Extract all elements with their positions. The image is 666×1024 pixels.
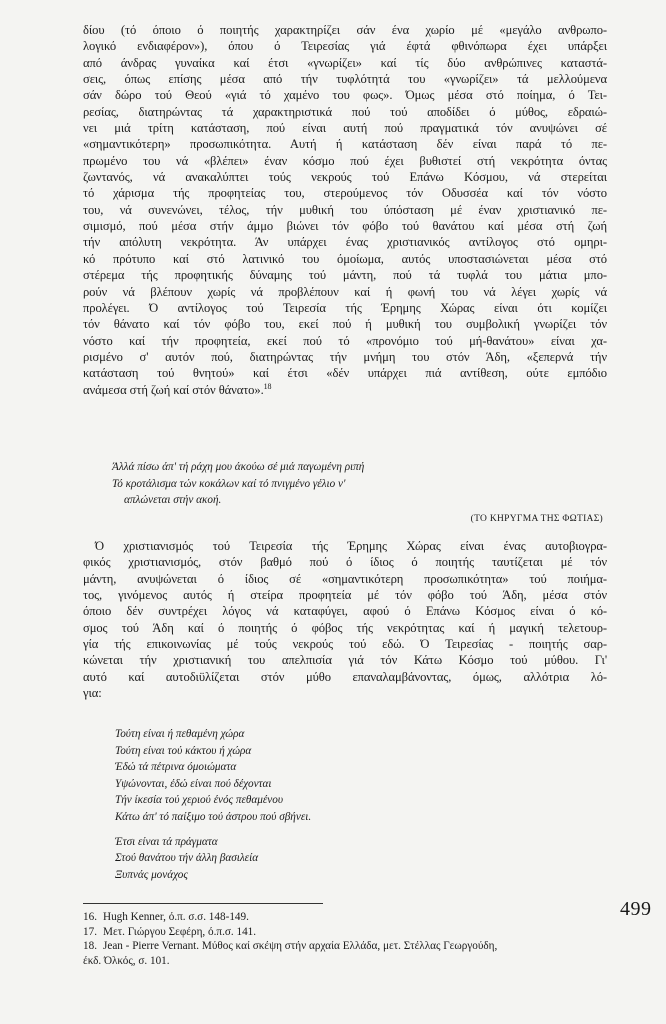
footnote-text: έκδ. Όλκός, σ. 101.	[83, 954, 170, 967]
poem-line: Στού θανάτου τήν άλλη βασιλεία	[115, 852, 259, 865]
poem-line: Ξυπνάς μονάχος	[115, 868, 188, 881]
text-line: σμος τού Άδη καί ό ποιητής ό φόβος τής νεκρότητας καί ή μαγική τελετουρ-	[83, 620, 607, 635]
footnote-number: 16.	[83, 911, 97, 923]
poem-source: (ΤΟ ΚΗΡΥΓΜΑ ΤΗΣ ΦΩΤΙΑΣ)	[470, 514, 603, 524]
text-line: γία τής επικοινωνίας μέ τούς νεκρούς τού εδώ. Ό Τειρεσίας - ποιητής σαρ-	[83, 637, 607, 652]
text-line: τόν θάνατο καί τόν φόβο του, εκεί πού ή μυθική του συμβολική γνωρίζει τόν	[83, 317, 607, 332]
text-line: τήν απόλυτη νεκρότητα. Άν υπάρχει ένας χριστιανικός αντίλογος στό ομηρι-	[83, 235, 607, 250]
poem-line: Τό κροτάλισμα τών κοκάλων καί τό πνιγμένο γέλιο ν'	[112, 477, 346, 490]
footnote-rule	[83, 903, 323, 904]
footnote-reference: 18	[263, 381, 272, 391]
footnote	[83, 954, 607, 969]
text-line: από άνδρας γυναίκα καί έτσι «γνωρίζει» καί τίς δύο ανθρώπινες καταστά-	[83, 55, 607, 70]
poem-line: Υψώνονται, έδώ είναι πού δέχονται	[115, 777, 272, 790]
text-line: κατάσταση τού θνητού» καί έτσι «δέν υπάρχει πιά αντίθεση, ούτε εμπόδιο	[83, 366, 607, 381]
text-line: Ό χριστιανισμός τού Τειρεσία τής Έρημης Χώρας είναι ένας αυτοβιογρα-	[95, 539, 607, 553]
poem-line: Έτσι είναι τά πράγματα	[115, 835, 218, 848]
text-line: του, νά συνενώνει, τέλος, τήν μυθική του ύπόσταση μέ έναν χριστιανικό πε-	[83, 202, 607, 217]
footnote-text: Jean - Pierre Vernant. Μύθος καί σκέψη στήν αρχαία Ελλάδα, μετ. Στέλλας Γεωργούδη,	[103, 940, 498, 953]
poem-line: απλώνεται στήν ακοή.	[124, 494, 222, 507]
footnote	[83, 939, 607, 954]
text-line: για:	[83, 686, 102, 701]
text-line: πρωμένο του νά «βλέπει» έναν κόσμο πού έχει βυθιστεί στή νεκρότητα όντας	[83, 153, 607, 168]
body-paragraph-2	[83, 538, 607, 701]
page-number: 499	[620, 898, 652, 920]
body-paragraph-1	[83, 22, 607, 398]
text-line: νει μιά τρίτη κατάσταση, πού είναι αυτή πού πραγματικά τόν ανυψώνει σέ	[83, 121, 607, 136]
footnote	[83, 925, 607, 940]
text-line: νόστο καί τήν προφητεία, εκεί πού τό «προνόμιο τού μή-θανάτου» είναι χα-	[83, 333, 607, 348]
footnote	[83, 910, 607, 925]
text-line: ρούν νά βλέπουν χωρίς νά προβλέπουν καί ή φωνή του νά λέγει χωρίς νά	[83, 284, 607, 299]
poem-line: Κάτω άπ' τό παίξιμο τού άστρου πού σβήνει.	[115, 810, 312, 823]
poem-quote-1	[112, 459, 364, 509]
poem-line: Τούτη είναι ή πεθαμένη χώρα	[115, 728, 245, 740]
text-line: στέρεμα τής προφητικής δύναμης τού μάντη, πού τά τυφλά του μάτια μπο-	[83, 268, 607, 283]
stanza-gap	[115, 826, 311, 834]
text-line: δίου (τό όποιο ό ποιητής χαρακτηρίζει σάν ένα χωρίο μέ «μεγάλο ανθρωπο-	[83, 23, 607, 37]
footnote-number: 18.	[83, 940, 97, 953]
text-line: τό χάρισμα τής προφητείας του, στερούμενος τόν Οδυσσέα καί τόν νόστο	[83, 186, 607, 201]
text-line: ζωντανός, νά ανακαλύπτει τούς νεκρούς τού Επάνω Κόσμου, νά στερείται	[83, 170, 607, 185]
poem-line: Τούτη είναι τού κάκτου ή χώρα	[115, 744, 252, 757]
footnotes	[83, 910, 607, 968]
poem-line: Άλλά πίσω άπ' τή ράχη μου άκούω σέ μιά παγωμένη ριπή	[112, 461, 365, 473]
text-line: ρισμένο σ' αυτόν πού, διατηρώντας τήν μνήμη του στόν Άδη, «ξεπερνά τήν	[83, 349, 607, 364]
text-line: φικός χριστιανισμός, στόν βαθμό πού ό ίδιος ό ποιητής ταυτίζεται μέ τόν	[83, 555, 607, 570]
text-line: σιμισμό, πού μέσα στήν άμμο βιώνει τόν φόβο τού θανάτου καί μέσα στή ζωή	[83, 219, 607, 234]
footnote-text: Μετ. Γιώργου Σεφέρη, ό.π.σ. 141.	[103, 925, 257, 938]
footnote-number: 17.	[83, 925, 97, 938]
poem-line: Έδώ τά πέτρινα όμοιώματα	[115, 761, 237, 774]
text-line: κό πρότυπο καί στό λατινικό του όμοίωμα, αυτός υποστασιώνεται μέσα στό	[83, 251, 607, 266]
text-line: αυτό καί αυτοδιϋλίζεται στόν μύθο επαναλαμβάνοντας, όμως, αλλότρια λό-	[83, 669, 607, 684]
text-line: τος, γινόμενος αυτός ή στείρα προφητεία μέ τόν φόβο τού Άδη, μέσα στόν	[83, 588, 607, 603]
text-line: σεις, όπως επίσης μέσα από τήν τυφλότητά του «γνωρίζει» τά μελλούμενα	[83, 72, 607, 87]
text-line: κώνεται τήν χριστιανική του απελπισία γιά τόν Κάτω Κόσμο τού μύθου. Γι'	[83, 653, 607, 668]
poem-quote-2	[115, 726, 311, 883]
text-line: όποιο δέν συντρέχει λόγος νά καταφύγει, αφού ό Επάνω Κόσμος είναι ό κό-	[83, 604, 607, 619]
footnote-text: Hugh Kenner, ό.π. σ.σ. 148-149.	[103, 911, 249, 923]
text-line: ανάμεσα στή ζωή καί στόν θάνατο».$^{18}$	[83, 381, 272, 397]
text-line: μάντη, ανυψώνεται ό ίδιος σέ «σημαντικότερη προσωπικότητα» τού ποιήμα-	[83, 571, 607, 586]
text-line: προλέγει. Ό αντίλογος τού Τειρεσία τής Έρημης Χώρας είναι ότι κομίζει	[83, 300, 607, 315]
text-line: σάν δώρο τού Θεού «γιά τό χαμένο του φως». Όμως μέσα στό ποίημα, ό Τει-	[83, 88, 607, 103]
text-line: «σημαντικότερη» προσωπικότητα. Αυτή ή κατάσταση δέν είναι παρά τό πε-	[83, 137, 607, 152]
text-line: λογικό ενδιαφέρον»), όπου ό Τειρεσίας γιά έφτά φθινόπωρα έχει υπάρξει	[83, 39, 607, 54]
text-line: ρεσίας, διατηρώντας τά χαρακτηριστικά πού τού αποδίδει ό μύθος, εδραιώ-	[83, 104, 607, 119]
poem-line: Τήν ίκεσία τού χεριού ένός πεθαμένου	[115, 794, 283, 807]
